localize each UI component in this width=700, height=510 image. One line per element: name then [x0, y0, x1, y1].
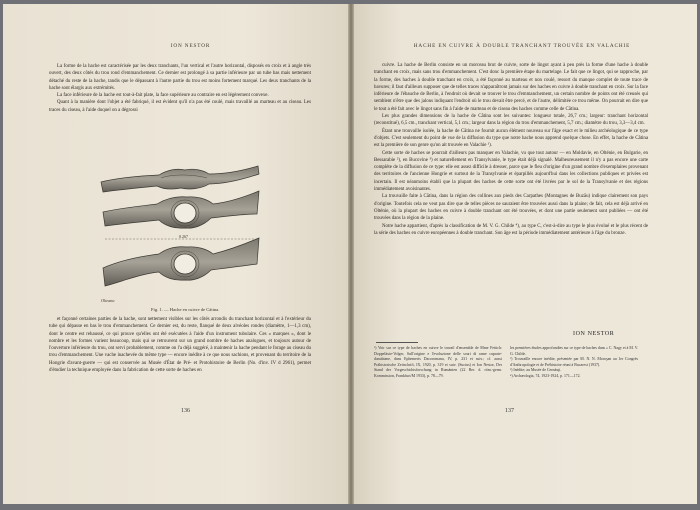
footnote: les premières études approfondies sur ce type de haches dans « C. Nagy et à M. V. G. Childe. — [510, 346, 638, 356]
right-page — [354, 4, 697, 504]
svg-text:0.267: 0.267 — [179, 234, 188, 239]
left-text-bottom — [49, 316, 311, 374]
running-header-right: HACHE EN CUIVRE À DOUBLE TRANCHANT TROUVÉE EN VALACHIE — [413, 43, 631, 49]
book-spread — [3, 4, 697, 504]
paragraph: Notre hache appartient, d'après la classification de M. V. G. Childe ⁴), au type C, c'est-à-dire au type le plus évolué et le plus récent de la série des haches en cuivre européennes à double tranchant. Son âge est la période immédiatement antérieure à l'âge du bronze. — [374, 223, 648, 236]
running-header-left: ION NESTOR — [170, 43, 211, 49]
page-number-right: 137 — [505, 408, 514, 414]
paragraph: et façonné certaines parties de la hache, sont nettement visibles sur les côtés arrondis du tranchant horizontal et à l'extérieur du tube qui dépasse en bas le trou d'emmanchement. Ce dernier est, du reste, flanqué de deux alvéoles rondes (diamètre, 1—1,3 cm), dont le centre est rehaussé, ce qui prouve qu'elles ont été exécutées à l'aide d'un instrument tubulaire. Ces « marques », dont le nombre et les formes varient beaucoup, mais qui se retrouvent sur un grand nombre de haches analogues, et toujours autour de l'ouverture inférieure du trou, ont servi probablement, comme on l'a déjà suggéré, à maintenir la hache pendant le forage au ciseau du trou d'emmanchement. Une vache inachevée du même type — encore inédite à ce que nous sachions, et provenant du territoire de la Hongrie d'avant-guerre — qui est conservée au Musée d'État de Pré- et Protohistoire de Berlin (No. d'inv. IV d 2961), permet d'étudier la technique employée dans la fabrication de cette sorte de haches en — [49, 317, 311, 374]
footnote: ⁴) Archæologia, 74, 1923-1924, p. 171—172. — [510, 373, 581, 378]
paragraph: Quant à la manière dont l'objet a été fabriqué, il est évident qu'il n'a pas été coulé, mais travaillé au marteau et au ciseau. Les traces du ciseau, à l'aide duquel on a dégrossi — [49, 100, 311, 113]
left-text-top — [49, 63, 311, 114]
left-page — [3, 4, 348, 504]
footnote-rule — [376, 342, 418, 343]
page-number-left: 136 — [181, 408, 190, 414]
paragraph: La forme de la hache est caractérisée par les deux tranchants, l'un vertical et l'autre horizontal, disposés en croix et à angle très ouvert, des deux côtés du trou rond d'emmanchement. Ce dernier est prolongé à sa partie inférieure par un tube bas mais nettement détaché du reste de la hache, tandis que le dépassant à l'autre partie du trou est moins fortement marqué. Les deux tranchants de la hache sont élargis aux extrémités. — [49, 64, 311, 91]
footnotes-column-1 — [374, 346, 502, 380]
axe-side-view — [101, 166, 259, 192]
paragraph: La trouvaille faite à Cătina, dans la région des collines aux pieds des Carpathes (Montagnes de Buzău) indique clairement son pays d'origine. Toutefois cela ne veut pas dire que de telles pièces ne sauraient être trouvées aussi dans la plaine; de fait, cela est déjà arrivé en Olténie, où la plupart des haches en cuivre à double tranchant ont été trouvées, et dont une partie seulement sont publiées — ont été trouvées dans la région de la plaine. — [374, 194, 648, 222]
footnote: ¹) Voir sur ce type de haches en cuivre le travail d'ensemble de Mme Fettich: Doppeläxte-Volger, Sull'origine e l'evoluzione delle scuri di rame cuprate-danubiane, dans Ephemeris Dacoromana, IV, p. 231 et suiv.; cf. aussi Prähistorische Zeitschrift, IX, 1920, p. 319 et suiv. (Sucius) et Ion Nestor, Der Stand der Vorgeschichtsforschung in Rumänien (22 Ber. d. röm.-germ. Kommission, Frankfurt/M 1933), p. 78—79. — [374, 346, 502, 378]
right-text — [374, 62, 648, 237]
paragraph: Cette sorte de haches se pourrait d'ailleurs pas manquer en Valachie, vu que tout autour — en Moldavie, en Olténie, en Bulgarie, en Bessarabie ²), en Bucovine ³) et naturellement en Transylvanie, le type était déjà signalé. Malheureusement il n'y a pas encore une carte complète de la diffusion de ce type: elle est assez difficile à dresser, parce que le fleu d'origine d'un grand nombre d'exemplaires provenant des territoires de l'ancienne Hongrie et surtout de la Transylvanie et éparpillés aujourd'hui dans les collections publiques et privées est incertain. Il est néanmoins établi que la plupart des haches de cette sorte ont été livrées par le sol de la Transylvanie et des régions immédiatement avoisinantes. — [374, 150, 648, 193]
footnote: ²) Trouvaille encore inédite, présentée par M. N. N. Moroşan au 1er Congrès d'Anthropologie et de Préhistoire réuni à Bucarest (1937). — [510, 357, 638, 367]
figure-caption: Fig. 1. — Hache en cuivre de Cătina. — [151, 307, 220, 312]
paragraph: Les plus grandes dimensions de la hache de Cătina sont les suivantes: longueur totale, 26,7 cm.; largeur: tranchant horizontal (reconstitué), 6,5 cm., tranchant vertical, 5,1 cm.; largeur dans la région du trou d'emmanchement, 5,7 cm.; diamètre du trou, 3,3—3,4 cm. — [374, 114, 648, 127]
svg-text:Olteanu: Olteanu — [101, 298, 115, 303]
footnote: ³) Inédite; au Musée de Cernăuţi. — [510, 368, 562, 373]
author-signature: ION NESTOR — [573, 331, 615, 337]
paragraph: Étant une trouvaille isolée, la hache de Cătina ne fournit aucun élément nouveau sur l'âge exact et le milieu archéologique de ce type d'objets. C'est seulement du point de vue de la diffusion du type que notre hache nous apprend quelque chose. En effet, la hache de Cătina est la première de son genre qu'on ait trouvée en Valachie ¹). — [374, 128, 648, 149]
footnotes-column-2 — [510, 346, 638, 380]
paragraph: cuivre. La hache de Berlin consiste en un morceau brut de cuivre, sorte de lingot ayant à peu près la forme d'une hache à double tranchant en croix, mais sans trou d'emmanchement. C'est donc la première étape du martelage. Le fait que ce lingot, qui se rapproche, par la forme, des haches à double tranchant en croix, a été façonné au marteau et non coulé, ressort du manque complet de toute trace de bavures; il faut d'ailleurs supposer que de telles traces n'apparaîtront jamais sur des haches en cuivre à double tranchant en croix. Sur la face inférieure de l'ébauche de Berlin, à l'endroit où devait se trouver le trou d'emmanchement, un certain nombre de points ont été creusés qui semblent n'être que des jalons indiquant l'endroit où le trou devait être percé, et de l'autre, délimitée ce trou même. On pourrait en dire que le tout a été fait avec le lingot sans fin à l'aide de marteau et de ciseau des haches comme celle de Cătina. — [374, 63, 648, 112]
axe-illustration — [97, 156, 262, 306]
paragraph: La face inférieure de la hache est tout-à-fait plate, la face supérieure au contraire en est légèrement convexe. — [57, 93, 269, 99]
